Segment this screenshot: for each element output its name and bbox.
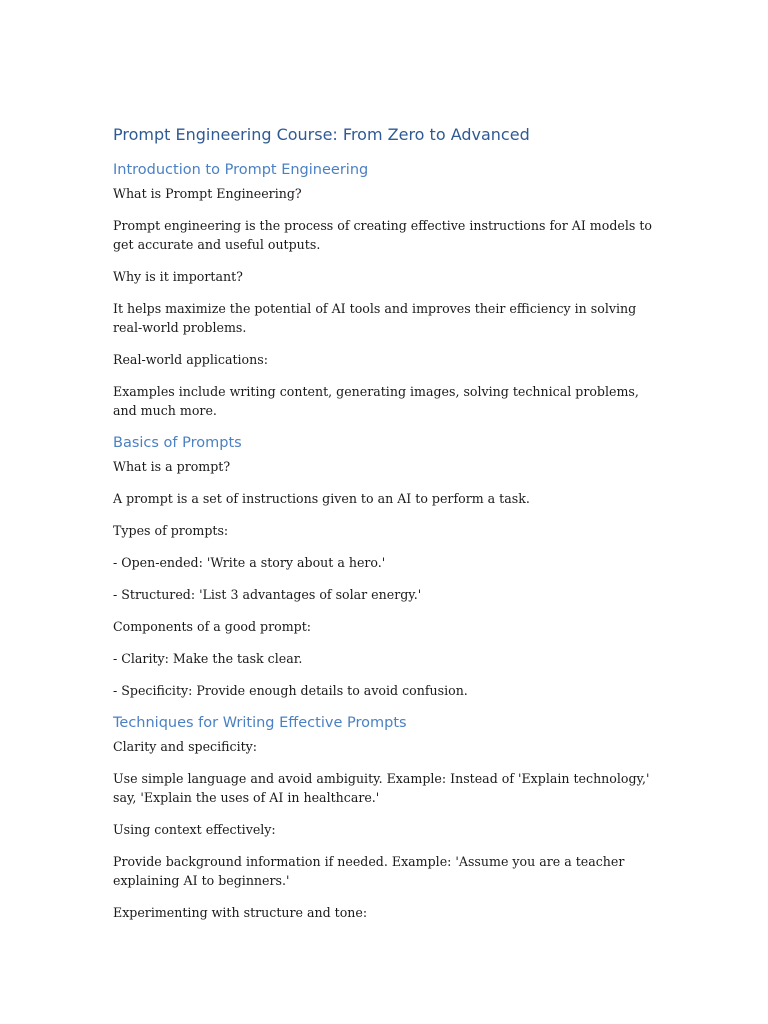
paragraph: - Open-ended: 'Write a story about a hero.' [113,555,386,570]
paragraph: Using context effectively: [113,822,276,837]
paragraph: A prompt is a set of instructions given to an AI to perform a task. [113,491,530,506]
paragraph: It helps maximize the potential of AI tools and improves their efficiency in solving real-world problems. [113,301,637,335]
paragraph: Why is it important? [113,269,243,284]
paragraph: Prompt engineering is the process of creating effective instructions for AI models to get accurate and useful outputs. [113,218,652,252]
paragraph: Examples include writing content, generating images, solving technical problems, and much more. [113,384,639,418]
paragraph: What is a prompt? [113,459,231,474]
section-heading: Introduction to Prompt Engineering [113,162,369,178]
section-heading: Basics of Prompts [113,435,242,451]
paragraph: Clarity and specificity: [113,739,258,754]
document-title: Prompt Engineering Course: From Zero to Advanced [113,125,530,144]
paragraph: Experimenting with structure and tone: [113,905,368,920]
section-introduction [113,160,658,420]
section-heading: Techniques for Writing Effective Prompts [113,715,407,731]
paragraph: Use simple language and avoid ambiguity. Example: Instead of 'Explain technology,' say, 'Explain the uses of AI in healthcare.' [113,771,650,805]
paragraph: - Structured: 'List 3 advantages of solar energy.' [113,587,422,602]
paragraph: Real-world applications: [113,352,268,367]
paragraph: Components of a good prompt: [113,619,312,634]
paragraph: What is Prompt Engineering? [113,186,302,201]
section-basics [113,433,658,700]
document-body [113,124,658,935]
paragraph: - Specificity: Provide enough details to avoid confusion. [113,683,468,698]
section-techniques [113,713,658,922]
paragraph: - Clarity: Make the task clear. [113,651,303,666]
paragraph: Provide background information if needed. Example: 'Assume you are a teacher explaining AI to beginners.' [113,854,625,888]
paragraph: Types of prompts: [113,523,229,538]
